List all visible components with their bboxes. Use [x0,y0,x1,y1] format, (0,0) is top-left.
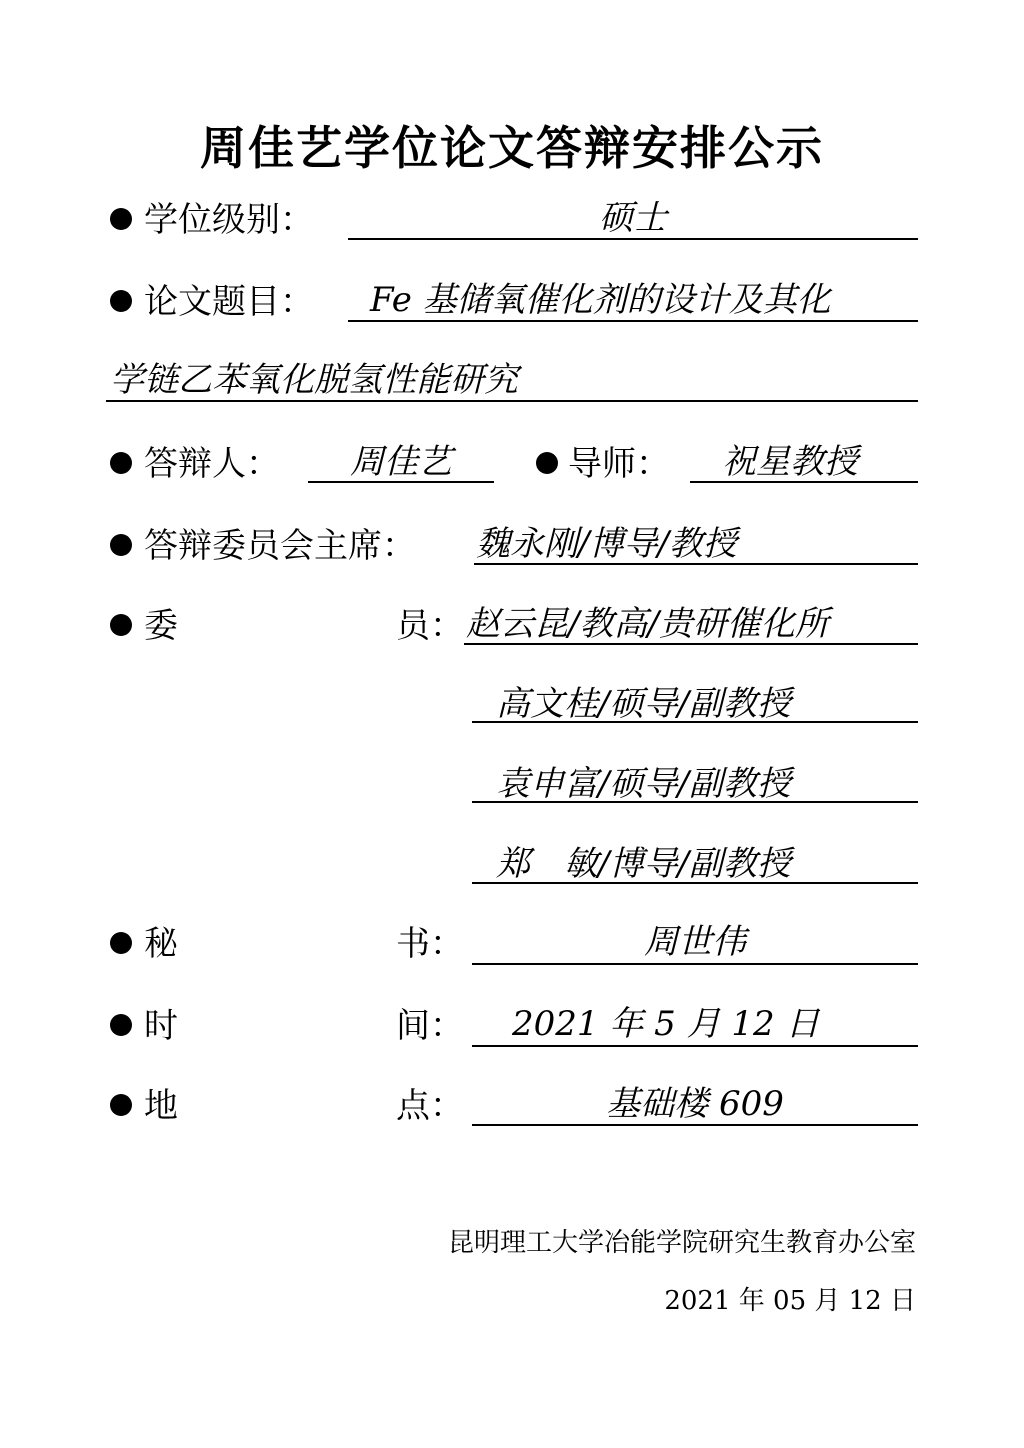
secretary-label-right: 书： [396,924,464,964]
place-label-right: 点： [396,1086,464,1126]
advisor-label: 导师： [568,444,670,484]
thesis-title-line2: 学链乙苯氧化脱氢性能研究 [110,360,518,400]
member-3: 袁申富/硕导/副教授 [496,764,791,804]
place-underline [472,1124,918,1126]
bullet-time [110,1014,132,1036]
bullet-chair [110,534,132,556]
chair-value: 魏永刚/博导/教授 [476,524,737,564]
bullet-thesis [110,290,132,312]
bullet-advisor [536,452,558,474]
degree-label: 学位级别： [144,200,314,240]
member-4: 郑 敏/博导/副教授 [496,844,791,884]
bullet-secretary [110,932,132,954]
thesis-underline-2 [106,400,918,402]
secretary-label-left: 秘 [144,924,178,964]
time-value: 2021 年 5 月 12 日 [512,1004,820,1044]
chair-label: 答辩委员会主席： [144,526,416,566]
time-label-left: 时 [144,1006,178,1046]
degree-underline [348,238,918,240]
members-label-left: 委 [144,606,178,646]
member-1: 赵云昆/教高/贵研催化所 [466,604,829,644]
thesis-label: 论文题目： [144,282,314,322]
secretary-value: 周世伟 [644,922,746,962]
defender-value: 周佳艺 [350,442,452,482]
issue-date: 2021 年 05 月 12 日 [664,1286,916,1316]
bullet-defender [110,452,132,474]
place-label-left: 地 [144,1086,178,1126]
issuing-office: 昆明理工大学冶能学院研究生教育办公室 [447,1228,916,1258]
bullet-place [110,1094,132,1116]
members-label-right: 员： [396,606,464,646]
thesis-underline-1 [348,320,918,322]
bullet-members [110,614,132,636]
time-label-right: 间： [396,1006,464,1046]
degree-value: 硕士 [599,198,667,238]
thesis-title-line1: Fe 基储氧催化剂的设计及其化 [370,280,831,320]
member-2: 高文桂/硕导/副教授 [496,684,791,724]
time-underline [472,1045,918,1047]
defender-label: 答辩人： [144,444,280,484]
page-title: 周佳艺学位论文答辩安排公示 [200,121,824,175]
secretary-underline [472,963,918,965]
place-value: 基础楼 609 [606,1084,784,1124]
advisor-value: 祝星教授 [722,442,858,482]
bullet-degree [110,208,132,230]
